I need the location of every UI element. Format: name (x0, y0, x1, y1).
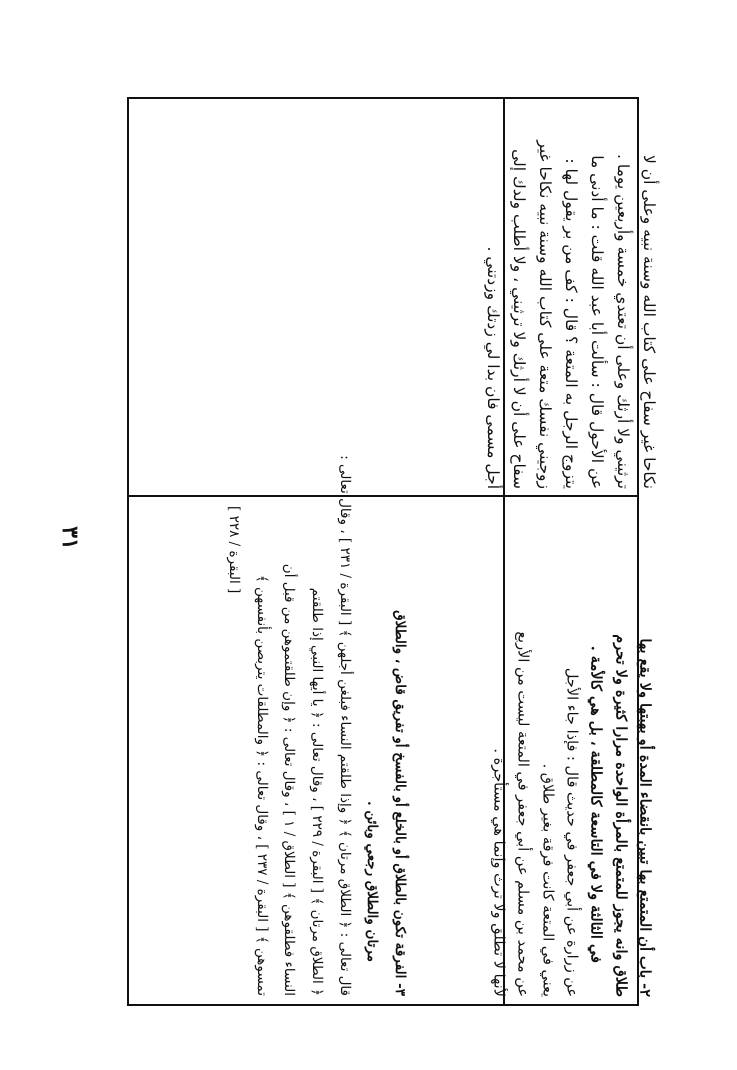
text-line: ﴿ الطلاق مرتان ﴾ [ البقرة / ٢٢٩ ] ، وقال تعالى : ﴿ يا أيها النبي إذا طلقتم (308, 587, 325, 996)
cell-top-left (129, 99, 503, 495)
text-line: زوجيني نفسك متعة على كتاب الله وسنة نبيه نكاحا غير (535, 140, 554, 489)
page-number: ٣١ (57, 526, 83, 550)
text-line: تمسوهن ﴾ [ البقرة / ٢٣٧ ] ، وقال تعالى : ﴿ والمطلقات يتربصن بأنفسهن ﴾ (253, 574, 270, 996)
section-heading: ٢- باب أن المتمتع بها تبين بانقضاء المدة أو بهبتها ولا يقع بها (636, 637, 654, 997)
text-line: النساء فطلقوهن ﴾ [ الطلاق / ١ ] ، وقال تعالى : ﴿ وإن طلقتموهن من قبل أن (281, 563, 298, 996)
cell-top-right-text (480, 101, 662, 493)
text-line: أجل مسمى فان بدا لي زدتك وزدتني . (483, 246, 502, 489)
text-line: لأنها لا تطلق ولا ترث وإنما هي مستأجرة . (490, 747, 507, 997)
section-heading: مرتان والطلاق رجعي وبائن . (364, 800, 381, 962)
text-line: يعني في المتعة كانت فرقة بغير طلاق . (538, 763, 555, 997)
section-heading: طلاق وانه يجوز للمتمتع بالمرأة الواحدة مرارا كثيرة ولا تحرم (611, 633, 629, 997)
text-line: عن الأحول قال : سألت أبا عبد الله قلت : ما أدنى ما (588, 155, 607, 489)
text-line: سفاح على أن لا أرثك ولا ترثيني ، ولا أطلب ولدك إلى (509, 149, 528, 489)
text-line: يتزوج الرجل به المتعة ؟ قال : كف من بر يقول لها : (562, 158, 581, 489)
cell-bottom-right (490, 497, 654, 1004)
cell-bottom-left-text (219, 454, 413, 1000)
text-line: نكاحا غير سفاح على كتاب الله وسنة نبيه وعلى أن لا (640, 155, 659, 489)
cell-bottom-right-text (486, 501, 657, 1001)
text-line: ترثيني ولا أرثك وعلى أن تعتدي خمسة وأربعين يوما . (614, 154, 633, 489)
section-heading: في الثالثة ولا في التاسعة كالمطلقة ، بل هي كالأمة . (587, 645, 605, 963)
comparison-table (127, 97, 659, 1006)
cell-bottom-left (129, 454, 503, 1004)
text-line: عن زرارة عن أبي جعفر في حديث قال : فإذا جاء الأجل (563, 667, 580, 997)
cell-top-right (483, 99, 659, 495)
quran-reference: [ البقرة / ٢٢٨ ] (225, 505, 242, 593)
text-line: عن محمد بن مسلم عن أبي جعفر في المتعة ليست من الأربع (514, 630, 531, 997)
section-heading: ٣- الفرقة تكون بالطلاق أو بالخلع أو بالفسخ أو تفريق قاض ، والطلاق (391, 609, 408, 996)
text-line: قال تعالى : ﴿ الطلاق مرتان ﴾ ﴿ وإذا طلقتم النساء فبلغن أجلهن ﴾ [ البقرة / ٢٣١ ] ، وقال تعالى : (336, 454, 353, 996)
